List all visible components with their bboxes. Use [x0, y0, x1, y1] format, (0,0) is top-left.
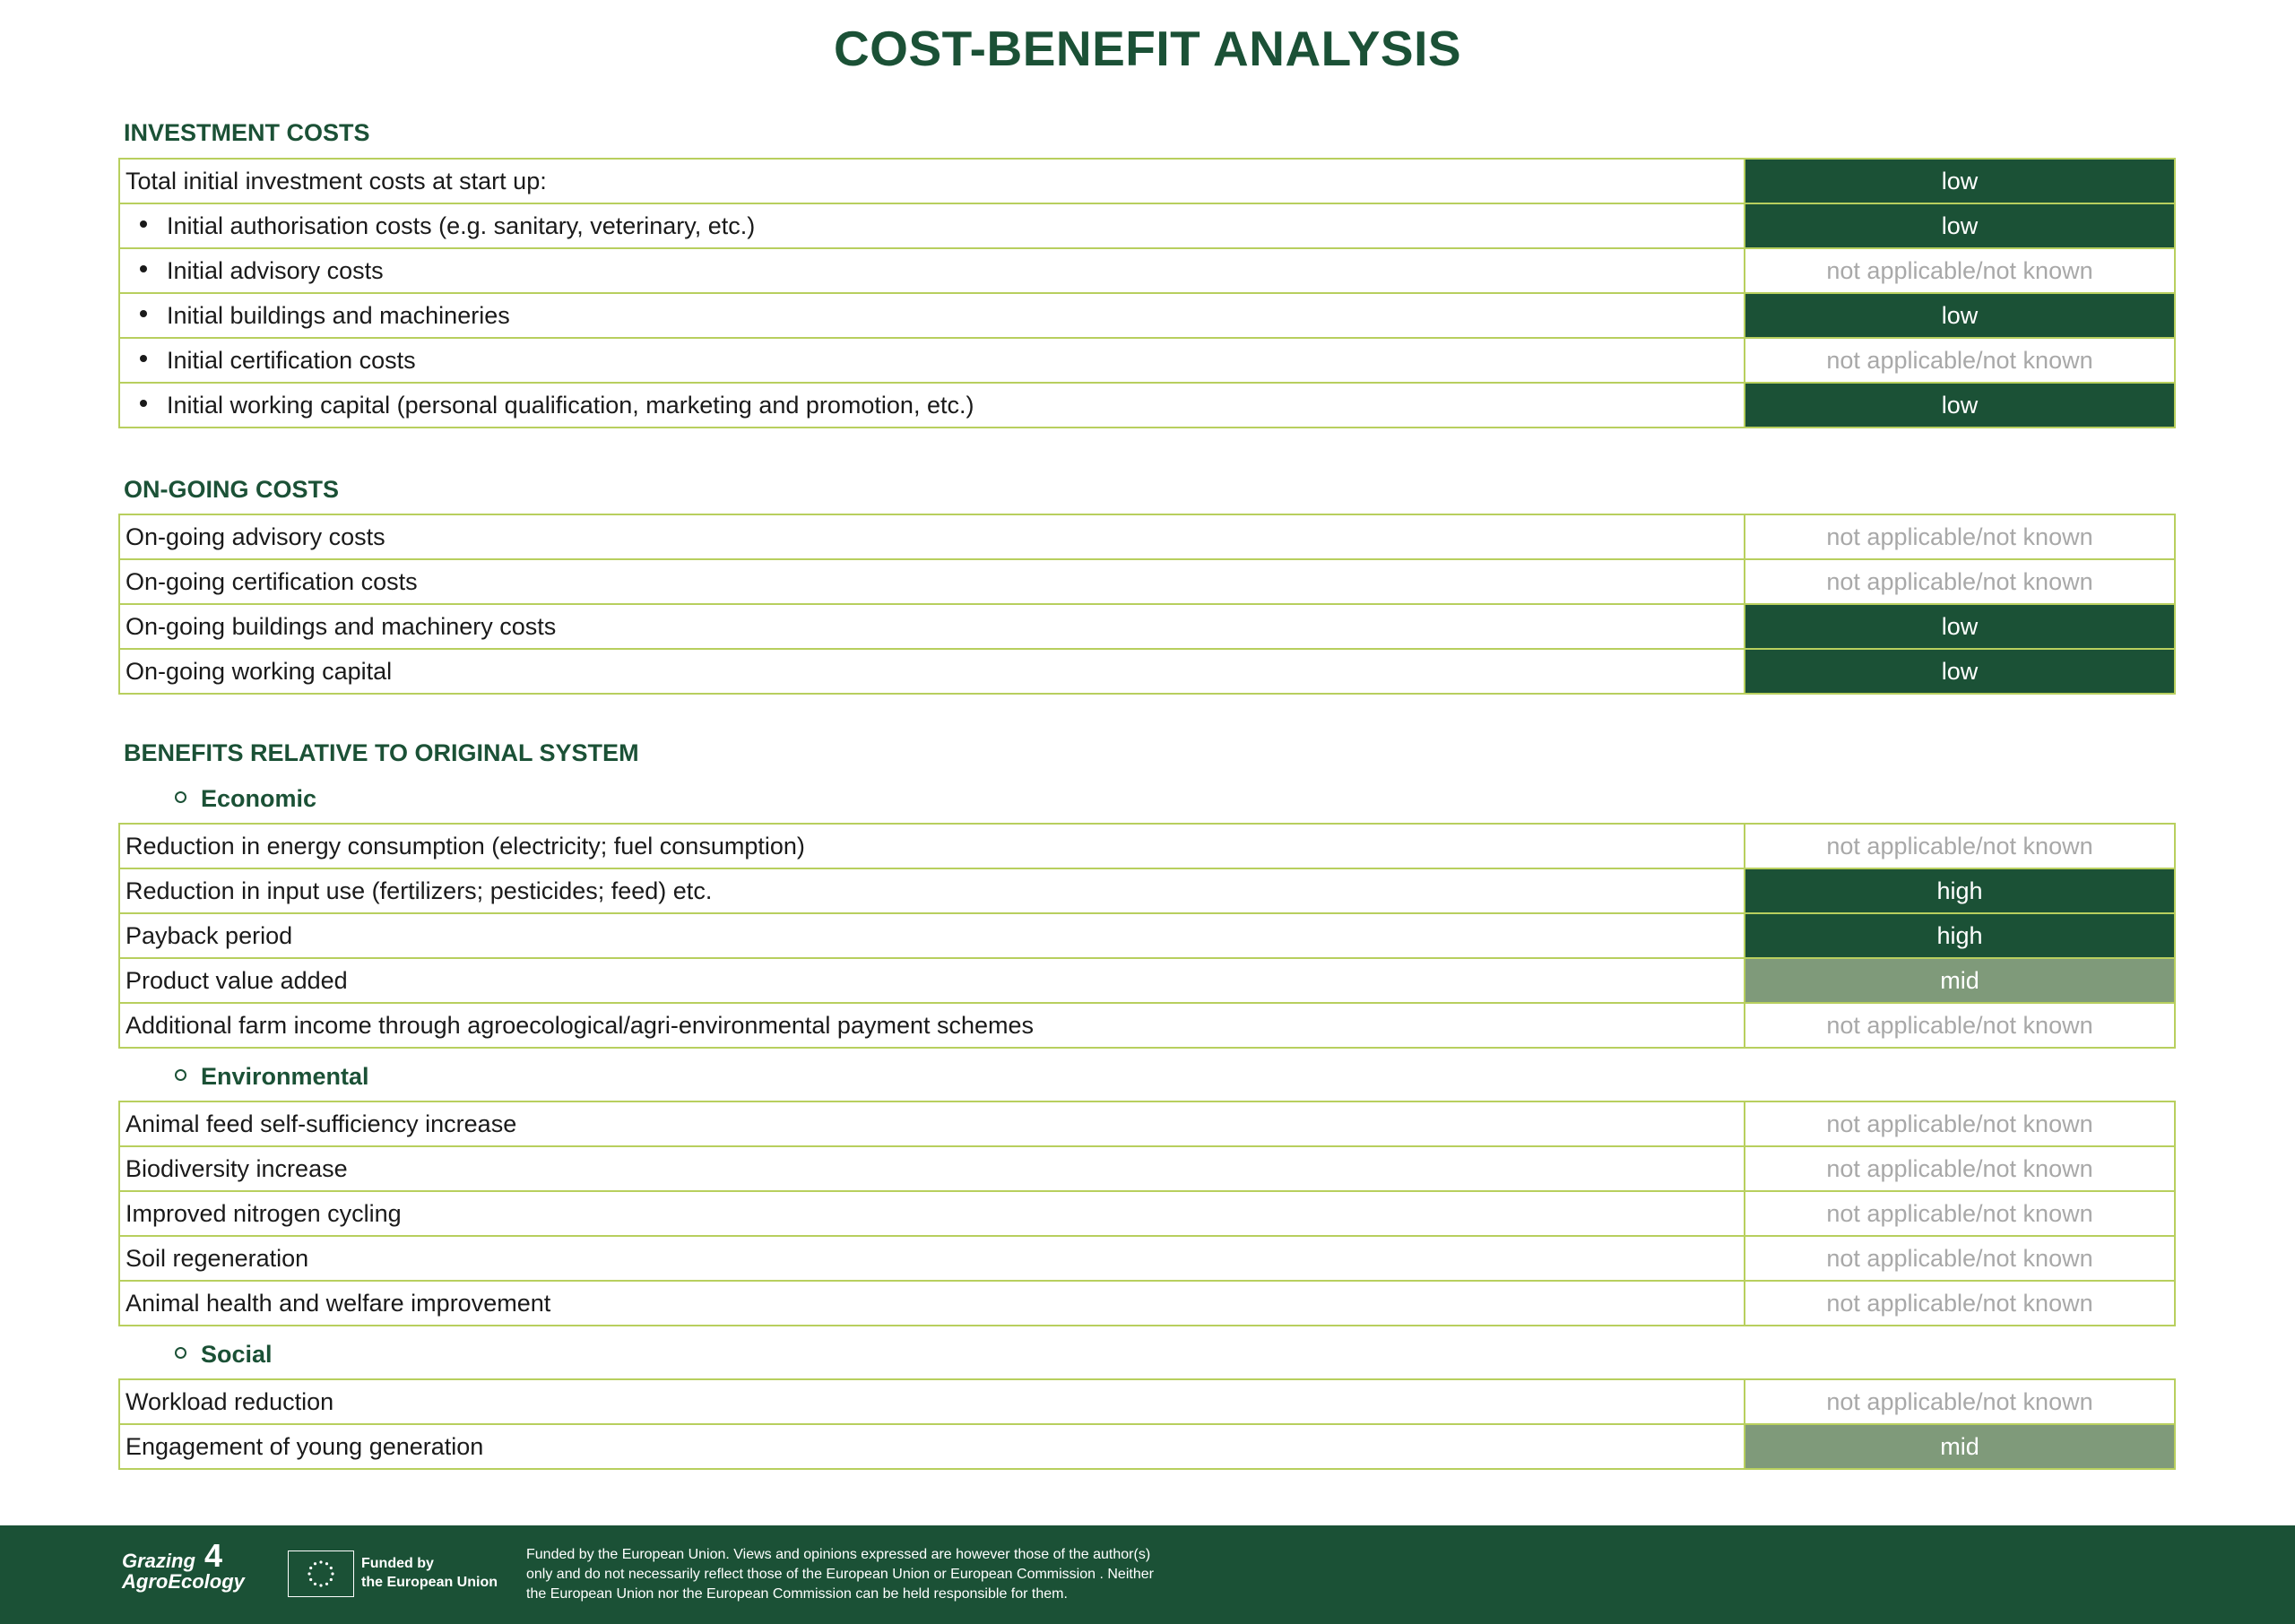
rating-cell: not applicable/not known [1745, 1379, 2175, 1424]
table-row [119, 1146, 2175, 1191]
investment-costs-heading: INVESTMENT COSTS [124, 119, 370, 146]
table-row [119, 1236, 2175, 1281]
environmental-subheading: Environmental [175, 1063, 369, 1091]
row-label: Reduction in input use (fertilizers; pesticides; feed) etc. [119, 868, 1745, 913]
bullet-icon [140, 265, 147, 272]
table-row [119, 559, 2175, 604]
row-label: Product value added [119, 958, 1745, 1003]
rating-cell: low [1745, 383, 2175, 428]
table-row [119, 1101, 2175, 1146]
table-row [119, 604, 2175, 649]
row-label: Additional farm income through agroecological/agri-environmental payment schemes [119, 1003, 1745, 1048]
rating-cell: low [1745, 159, 2175, 203]
eu-flag-icon [288, 1551, 354, 1597]
circle-bullet-icon [175, 1347, 186, 1359]
table-row [119, 159, 2175, 203]
rating-cell: high [1745, 913, 2175, 958]
rating-cell: low [1745, 203, 2175, 248]
benefits-heading: BENEFITS RELATIVE TO ORIGINAL SYSTEM [124, 739, 639, 766]
row-label: Animal health and welfare improvement [119, 1281, 1745, 1326]
row-label: Workload reduction [119, 1379, 1745, 1424]
economic-benefits-table [118, 823, 2176, 1049]
rating-cell: low [1745, 604, 2175, 649]
rating-cell: not applicable/not known [1745, 1236, 2175, 1281]
table-row [119, 868, 2175, 913]
ongoing-costs-heading: ON-GOING COSTS [124, 476, 340, 503]
table-row [119, 248, 2175, 293]
grazing-agroecology-logo: Grazing AgroEcology 4 [122, 1537, 245, 1593]
table-row [119, 1191, 2175, 1236]
row-label: On-going certification costs [119, 559, 1745, 604]
page-title: COST-BENEFIT ANALYSIS [833, 21, 1462, 76]
table-row [119, 649, 2175, 694]
investment-costs-table [118, 158, 2176, 428]
circle-bullet-icon [175, 791, 186, 803]
row-label: Initial authorisation costs (e.g. sanitary, veterinary, etc.) [167, 212, 756, 239]
social-benefits-table [118, 1378, 2176, 1470]
table-row [119, 383, 2175, 428]
row-label: On-going working capital [119, 649, 1745, 694]
rating-cell: not applicable/not known [1745, 824, 2175, 868]
table-row [119, 1281, 2175, 1326]
rating-cell: low [1745, 293, 2175, 338]
row-label: Biodiversity increase [119, 1146, 1745, 1191]
rating-cell: not applicable/not known [1745, 248, 2175, 293]
table-row [119, 1379, 2175, 1424]
rating-cell: mid [1745, 958, 2175, 1003]
table-row [119, 293, 2175, 338]
bullet-icon [140, 220, 147, 228]
environmental-benefits-table [118, 1101, 2176, 1326]
row-label: Initial certification costs [167, 346, 416, 374]
eu-disclaimer: Funded by the European Union. Views and opinions expressed are however those of the author(s) only and do not necessarily reflect those of the European Union or European Commission . Neither the European Union nor the European Commission can be held responsible for them. [526, 1547, 1154, 1602]
row-label: Total initial investment costs at start up: [119, 159, 1745, 203]
row-label: Initial working capital (personal qualification, marketing and promotion, etc.) [167, 391, 974, 419]
rating-cell: not applicable/not known [1745, 1101, 2175, 1146]
rating-cell: not applicable/not known [1745, 514, 2175, 559]
table-row [119, 1424, 2175, 1469]
row-label: Initial buildings and machineries [167, 301, 510, 329]
table-row [119, 913, 2175, 958]
row-label: Animal feed self-sufficiency increase [119, 1101, 1745, 1146]
bullet-icon [140, 310, 147, 317]
rating-cell: not applicable/not known [1745, 559, 2175, 604]
bullet-icon [140, 355, 147, 362]
rating-cell: high [1745, 868, 2175, 913]
rating-cell: not applicable/not known [1745, 338, 2175, 383]
table-row [119, 958, 2175, 1003]
rating-cell: not applicable/not known [1745, 1191, 2175, 1236]
rating-cell: mid [1745, 1424, 2175, 1469]
circle-bullet-icon [175, 1069, 186, 1081]
table-row [119, 203, 2175, 248]
row-label: Reduction in energy consumption (electricity; fuel consumption) [119, 824, 1745, 868]
rating-cell: not applicable/not known [1745, 1281, 2175, 1326]
ongoing-costs-table [118, 514, 2176, 695]
footer-bar [0, 1525, 2295, 1624]
row-label: Improved nitrogen cycling [119, 1191, 1745, 1236]
row-label: Payback period [119, 913, 1745, 958]
row-label: Engagement of young generation [119, 1424, 1745, 1469]
social-subheading: Social [175, 1341, 273, 1369]
row-label: Soil regeneration [119, 1236, 1745, 1281]
rating-cell: low [1745, 649, 2175, 694]
economic-subheading: Economic [175, 785, 316, 813]
eu-funding-label: Funded by the European Union [361, 1556, 498, 1590]
table-row [119, 338, 2175, 383]
row-label: Initial advisory costs [167, 256, 384, 284]
row-label: On-going buildings and machinery costs [119, 604, 1745, 649]
rating-cell: not applicable/not known [1745, 1003, 2175, 1048]
rating-cell: not applicable/not known [1745, 1146, 2175, 1191]
table-row [119, 824, 2175, 868]
row-label: On-going advisory costs [119, 514, 1745, 559]
bullet-icon [140, 400, 147, 407]
table-row [119, 514, 2175, 559]
table-row [119, 1003, 2175, 1048]
